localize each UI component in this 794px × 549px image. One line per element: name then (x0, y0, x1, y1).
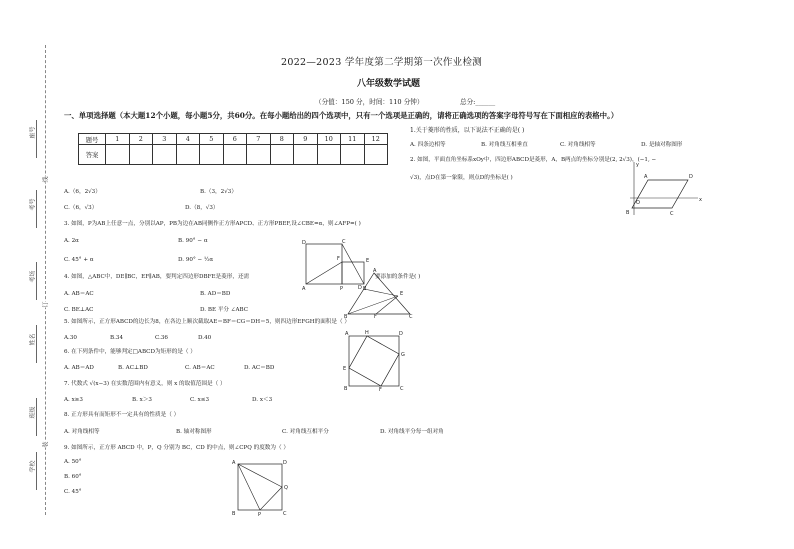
q4-stem-line2: 要添加的条件是( ) (375, 274, 421, 280)
exam-info: （分值：150 分，时间：110 分钟） (315, 98, 424, 106)
side-underline-6 (36, 452, 37, 490)
q5-option-b: B.34 (110, 335, 124, 341)
q2-option-d: D.（8，√3） (185, 205, 219, 211)
question-number-cell: 11 (341, 134, 365, 145)
fig4-label-c: C (409, 314, 413, 320)
q1-option-d: D. 是轴对称图形 (641, 142, 683, 148)
q2-stem-line1: 2. 如图，平面直角坐标系xOy中，四边形ABCD是菱形，A，B两点的坐标分别是(2, 2√3)，(−1, − (410, 157, 657, 163)
side-underline-5 (36, 398, 37, 436)
q3-option-c: C. 45° + α (64, 257, 94, 263)
question-number-cell: 6 (223, 134, 247, 145)
fig4-label-f: F (374, 314, 377, 320)
q5-stem: 5. 如图所示，正方形ABCD的边长为8，在各边上顺次截取AE＝BF＝CG＝DH＝5，则四边形EFGH的面积是（ ） (64, 319, 350, 325)
fig2-label-y: y (636, 162, 639, 168)
side-mark-bind: 订 (42, 301, 50, 308)
question-number-cell: 5 (200, 134, 224, 145)
q3-option-a: A. 2α (64, 238, 79, 244)
q3-option-b: B. 90° − α (178, 238, 208, 244)
q4-option-c: C. BE⊥AC (64, 307, 94, 313)
q1-option-b: B. 对角线互相垂直 (481, 142, 528, 148)
q4-option-a: A. AB＝AC (64, 291, 94, 297)
fig5-label-e: E (343, 366, 347, 372)
figure-q4-triangle (344, 270, 414, 318)
fig3-label-f: F (337, 256, 340, 262)
q7-option-c: C. x≤3 (190, 397, 210, 403)
q6-option-b: B. AC⊥BD (118, 365, 148, 371)
q7-option-d: D. x＜3 (252, 397, 273, 403)
q6-option-d: D. AC＝BD (244, 365, 275, 371)
fig9-label-a: A (232, 460, 236, 466)
q3-stem: 3. 如图，P为AB上任意一点，分别以AP，PB为边在AB同侧作正方形APCD、正方形PBEF,设∠CBE=α，则∠AFP=( ) (64, 221, 361, 227)
q9-option-c: C. 45° (64, 489, 82, 495)
fig3-label-p: P (340, 286, 344, 292)
side-mark-line: 线 (42, 176, 50, 183)
answer-table (78, 133, 388, 165)
question-number-cell: 1 (106, 134, 130, 145)
q5-option-c: C.36 (155, 335, 168, 341)
q7-option-a: A. x≥3 (64, 397, 83, 403)
question-number-cell: 10 (317, 134, 341, 145)
fig5-label-c: C (400, 386, 404, 392)
answer-cell[interactable] (247, 145, 271, 165)
fig3-label-a: A (302, 286, 306, 292)
q8-option-d: D. 对角线平分每一组对角 (380, 429, 444, 435)
side-underline-3 (36, 262, 37, 300)
question-number-cell: 9 (294, 134, 318, 145)
q8-option-c: C. 对角线互相平分 (282, 429, 329, 435)
answer-cell[interactable] (294, 145, 318, 165)
fig5-label-d: D (399, 331, 403, 337)
answer-cell[interactable] (270, 145, 294, 165)
q5-option-d: D.40 (198, 335, 212, 341)
answer-cell[interactable] (129, 145, 153, 165)
fig2-label-c: C (670, 211, 674, 217)
q6-option-a: A. AB＝AD (64, 365, 94, 371)
fig3-label-c: C (342, 239, 346, 245)
side-label-seat: 座号 (29, 126, 37, 139)
side-label-name: 姓名 (29, 333, 37, 346)
section-heading: 一、单项选择题（本大题12个小题，每小题5分，共60分。在每小题给出的四个选项中，只有一个选项是正确的，请将正确选项的答案字母符号写在下面相应的表格中。） (64, 111, 619, 120)
q1-stem: 1.关于菱形的性质，以下说法不正确的是( ) (410, 127, 525, 134)
table-row (79, 145, 388, 165)
side-label-room: 考场 (29, 270, 37, 283)
answer-cell[interactable] (317, 145, 341, 165)
q8-stem: 8. 正方形具有而矩形不一定具有的性质是（ ） (64, 412, 180, 418)
fig5-label-a: A (345, 331, 349, 337)
fig5-label-g: G (401, 352, 405, 358)
question-number-cell: 7 (247, 134, 271, 145)
q1-option-c: C. 对角线相等 (560, 142, 596, 148)
side-underline-1 (36, 120, 37, 158)
fig5-label-f: F (379, 387, 382, 393)
figure-q2-rhombus (624, 160, 704, 220)
fig9-label-c: C (283, 511, 287, 517)
answer-cell[interactable] (200, 145, 224, 165)
fig2-label-b: B (626, 210, 630, 216)
q8-option-b: B. 轴对称图形 (176, 429, 212, 435)
side-underline-4 (36, 325, 37, 363)
answer-cell[interactable] (106, 145, 130, 165)
answer-cell[interactable] (223, 145, 247, 165)
answer-cell[interactable] (364, 145, 388, 165)
q6-option-c: C. AB＝AC (185, 365, 215, 371)
fig2-label-o: O (636, 200, 640, 206)
table-header-cell: 题号 (79, 134, 106, 145)
q9-option-a: A. 50° (64, 459, 82, 465)
fig4-label-b: B (344, 314, 348, 320)
fig5-label-b: B (344, 386, 348, 392)
fig4-label-e: E (400, 291, 404, 297)
side-label-class: 班级 (29, 406, 37, 419)
fig3-label-e: E (366, 258, 370, 264)
fig4-label-a: A (373, 268, 377, 274)
fig4-label-d: D (358, 285, 362, 291)
fig9-label-p: P (258, 512, 262, 518)
side-underline-2 (36, 190, 37, 228)
answer-cell[interactable] (176, 145, 200, 165)
q7-stem: 7. 代数式 √(x−3) 在实数范围内有意义，则 x 的取值范围是（ ） (64, 381, 226, 387)
figure-q5-square (343, 330, 407, 393)
fig3-label-d: D (302, 240, 306, 246)
question-number-cell: 3 (153, 134, 177, 145)
question-number-cell: 12 (364, 134, 388, 145)
q4-option-b: B. AD＝BD (200, 291, 231, 297)
q6-stem: 6. 在下列条件中，能够判定□ABCD为矩形的是（ ） (64, 349, 196, 355)
question-number-cell: 4 (176, 134, 200, 145)
page-subtitle: 八年级数学试题 (357, 79, 421, 89)
answer-cell[interactable] (341, 145, 365, 165)
q2-option-c: C.（6，√3） (64, 205, 98, 211)
total-score: 总分:______ (460, 98, 496, 106)
table-header-cell: 答案 (79, 145, 106, 165)
fig9-label-b: B (232, 511, 236, 517)
page-title: 2022—2023 学年度第二学期第一次作业检测 (281, 57, 483, 68)
q9-option-b: B. 60° (64, 474, 82, 480)
q4-option-d: D. BE 平分 ∠ABC (200, 307, 249, 313)
q7-option-b: B. x＞3 (132, 397, 152, 403)
fig2-label-x: x (699, 197, 702, 203)
side-label-id: 考号 (29, 198, 37, 211)
fig5-label-h: H (365, 330, 369, 336)
q2-stem-line2: √3)，点D在第一象限，则点D的坐标是( ) (410, 175, 513, 181)
q9-stem: 9. 如图所示，正方形 ABCD 中，P，Q 分别为 BC，CD 的中点，则∠CPQ 的度数为（ ） (64, 445, 289, 451)
question-number-cell: 2 (129, 134, 153, 145)
fig2-label-d: D (689, 174, 693, 180)
fig9-label-q: Q (284, 485, 288, 491)
q1-option-a: A. 四条边相等 (410, 142, 446, 148)
question-number-cell: 8 (270, 134, 294, 145)
answer-cell[interactable] (153, 145, 177, 165)
q5-option-a: A.30 (64, 335, 77, 341)
figure-q9-square (230, 458, 292, 518)
q4-stem-line1: 4. 如图，△ABC中，DE∥BC，EF∥AB，要判定四边形DBFE是菱形，还需 (64, 274, 250, 280)
fig2-label-a: A (644, 174, 648, 180)
q3-option-d: D. 90° − ½α (178, 257, 214, 263)
q2-option-b: B.（3，2√3） (200, 189, 237, 195)
side-mark-pack: 装 (42, 441, 50, 448)
table-row (79, 134, 388, 145)
fig9-label-d: D (283, 460, 287, 466)
q8-option-a: A. 对角线相等 (64, 429, 100, 435)
q2-option-a: A.（6，2√3） (64, 189, 101, 195)
side-label-school: 学校 (29, 460, 37, 473)
